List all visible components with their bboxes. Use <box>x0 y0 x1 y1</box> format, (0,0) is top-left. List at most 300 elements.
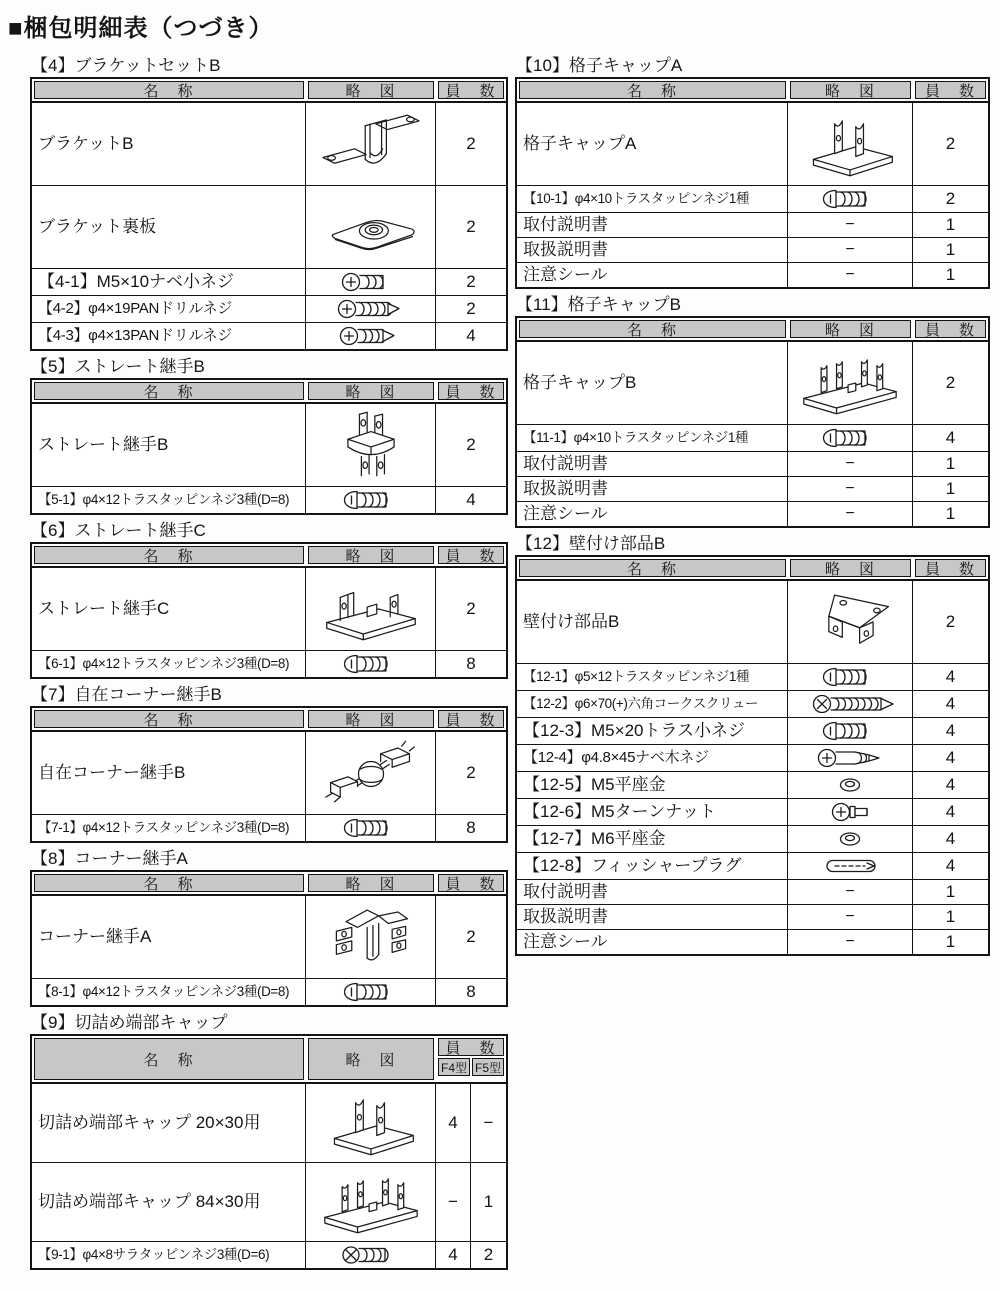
table-body <box>32 896 506 1005</box>
dash-mark: − <box>845 505 855 522</box>
header-cell-name <box>32 708 306 730</box>
diagram-cell <box>306 896 436 978</box>
header-cell-name <box>517 318 788 340</box>
table-row <box>517 904 988 929</box>
diagram-cell <box>788 799 913 825</box>
dash-mark: − <box>845 266 855 283</box>
header-cell-qty <box>913 557 988 579</box>
diagram-cell <box>788 826 913 852</box>
diagram-cell <box>788 342 913 424</box>
part-name-cell: ストレート継手C <box>32 568 306 650</box>
quantity-cell <box>436 1163 506 1241</box>
table-row <box>32 732 506 814</box>
parts-table <box>30 378 508 515</box>
header-cell-qty <box>436 708 506 730</box>
table-row <box>517 451 988 476</box>
part-name-cell: 【12-1】φ5×12トラスタッピンネジ1種 <box>517 664 788 690</box>
quantity-value: 2 <box>466 299 476 318</box>
quantity-value: 1 <box>945 504 956 523</box>
quantity-cell <box>436 404 506 486</box>
diagram-header: 略 図 <box>308 874 434 892</box>
name-header: 名 称 <box>34 710 304 728</box>
quantity-value: 4 <box>945 829 956 848</box>
diagram-cell <box>788 718 913 744</box>
table-row <box>517 212 988 237</box>
header-cell-name <box>32 380 306 402</box>
qty-subheader-f4: F4型 <box>438 1058 470 1076</box>
diagram-cell <box>788 425 913 451</box>
part-name-cell: 【10-1】φ4×10トラスタッピンネジ1種 <box>517 186 788 212</box>
lattice-cap-b-diagram-icon <box>800 348 900 418</box>
table-row <box>517 237 988 262</box>
countersunk-tapping-screw-icon <box>326 1243 416 1267</box>
quantity-f5-cell: 1 <box>483 1192 494 1211</box>
section-label: 【11】格子キャップB <box>516 295 681 314</box>
qty-header: 員 数 <box>915 559 986 577</box>
diagram-cell <box>306 815 436 841</box>
pan-drill-screw-short-icon <box>326 324 416 348</box>
diagram-cell <box>788 581 913 663</box>
table-header-row <box>32 380 506 404</box>
quantity-cell <box>913 826 988 852</box>
parts-table <box>515 316 990 528</box>
quantity-value: 8 <box>466 818 476 837</box>
quantity-cell <box>913 905 988 929</box>
part-name-cell: ブラケット裏板 <box>32 186 306 268</box>
header-cell-name <box>517 557 788 579</box>
table-row <box>32 568 506 650</box>
quantity-cell <box>913 664 988 690</box>
end-cap-20x30-diagram-icon <box>321 1088 421 1158</box>
table-row <box>517 262 988 287</box>
quantity-cell <box>913 853 988 879</box>
truss-tapping-screw-icon <box>805 426 895 450</box>
quantity-value: 4 <box>945 721 956 740</box>
quantity-value: 1 <box>945 265 956 284</box>
diagram-cell <box>306 651 436 677</box>
qty-subheader-row <box>438 1058 504 1076</box>
table-body <box>517 342 988 526</box>
name-header: 名 称 <box>34 874 304 892</box>
quantity-value: 1 <box>945 479 956 498</box>
section-label: 【6】ストレート継手C <box>31 521 206 540</box>
quantity-value: 1 <box>945 932 956 951</box>
qty-subheader-f5: F5型 <box>472 1058 504 1076</box>
section-label: 【10】格子キャップA <box>516 56 683 75</box>
left-column <box>30 56 508 1276</box>
table-row <box>517 103 988 185</box>
qty-header: 員 数 <box>438 874 504 892</box>
flat-washer-icon <box>805 827 895 851</box>
part-name-cell: 【12-4】φ4.8×45ナベ木ネジ <box>517 745 788 771</box>
quantity-value: 4 <box>945 694 956 713</box>
dash-mark: − <box>845 933 855 950</box>
quantity-cell <box>913 691 988 717</box>
header-cell-name <box>32 544 306 566</box>
diagram-cell <box>306 1163 436 1241</box>
table-row <box>517 771 988 798</box>
quantity-cell <box>913 477 988 501</box>
diagram-cell <box>788 691 913 717</box>
quantity-f5-cell: 2 <box>483 1245 494 1264</box>
quantity-value: 2 <box>466 927 476 946</box>
diagram-cell <box>788 263 913 287</box>
table-row <box>517 879 988 904</box>
part-name-cell: 【12-8】フィッシャープラグ <box>517 853 788 879</box>
table-body <box>32 1084 506 1268</box>
quantity-cell <box>436 487 506 513</box>
diagram-cell <box>788 452 913 476</box>
quantity-cell <box>436 896 506 978</box>
table-row <box>517 798 988 825</box>
table-row <box>517 476 988 501</box>
qty-header: 員 数 <box>438 81 504 99</box>
part-name-cell: 注意シール <box>517 502 788 526</box>
table-header-row <box>32 1036 506 1084</box>
header-cell-name <box>32 79 306 101</box>
header-cell-diagram <box>788 318 913 340</box>
header-cell-name <box>32 872 306 894</box>
quantity-value: 4 <box>466 490 476 509</box>
diagram-cell <box>788 213 913 237</box>
parts-section-4 <box>30 56 508 351</box>
part-name-cell: ブラケットB <box>32 103 306 185</box>
diagram-cell <box>306 186 436 268</box>
part-name-cell: 【4-1】M5×10ナベ小ネジ <box>32 269 306 295</box>
diagram-cell <box>306 1242 436 1268</box>
quantity-value: 8 <box>466 982 476 1001</box>
quantity-cell <box>436 1242 506 1268</box>
part-name-cell: 【5-1】φ4×12トラスタッピンネジ3種(D=8) <box>32 487 306 513</box>
table-row <box>32 896 506 978</box>
table-columns <box>30 56 990 1276</box>
table-body <box>32 404 506 513</box>
quantity-cell <box>436 651 506 677</box>
quantity-f4-cell: 4 <box>436 1242 471 1268</box>
name-header: 名 称 <box>519 320 786 338</box>
part-name-cell: 【6-1】φ4×12トラスタッピンネジ3種(D=8) <box>32 651 306 677</box>
quantity-cell <box>913 263 988 287</box>
quantity-value: 4 <box>945 748 956 767</box>
diagram-cell <box>788 772 913 798</box>
table-row <box>517 342 988 424</box>
table-header-row <box>517 318 988 342</box>
table-header-row <box>32 544 506 568</box>
section-label: 【9】切詰め端部キャップ <box>31 1013 228 1032</box>
header-cell-diagram <box>306 544 436 566</box>
parts-table <box>515 555 990 956</box>
parts-section-7 <box>30 685 508 843</box>
diagram-cell <box>788 905 913 929</box>
parts-section-12 <box>515 534 990 956</box>
table-row <box>32 103 506 185</box>
diagram-header: 略 図 <box>308 81 434 99</box>
quantity-cell <box>913 718 988 744</box>
part-name-cell: 取扱説明書 <box>517 905 788 929</box>
quantity-value: 2 <box>466 217 476 236</box>
header-cell-name <box>517 79 788 101</box>
part-name-cell: 【9-1】φ4×8サラタッピンネジ3種(D=6) <box>32 1242 306 1268</box>
truss-tapping-screw-icon <box>326 488 416 512</box>
quantity-cell <box>913 186 988 212</box>
parts-table <box>30 706 508 843</box>
table-row <box>517 424 988 451</box>
quantity-value: 2 <box>466 599 476 618</box>
qty-header: 員 数 <box>438 546 504 564</box>
part-name-cell: 【8-1】φ4×12トラスタッピンネジ3種(D=8) <box>32 979 306 1005</box>
truss-tapping-screw-icon <box>326 980 416 1004</box>
diagram-cell <box>788 477 913 501</box>
diagram-cell <box>306 296 436 322</box>
diagram-header: 略 図 <box>790 320 911 338</box>
quantity-cell <box>913 425 988 451</box>
table-row <box>32 1241 506 1268</box>
header-cell-diagram <box>788 557 913 579</box>
table-header-row <box>32 708 506 732</box>
quantity-value: 1 <box>945 454 956 473</box>
header-cell-diagram <box>306 872 436 894</box>
quantity-cell <box>913 799 988 825</box>
diagram-header: 略 図 <box>790 81 911 99</box>
quantity-value: 1 <box>945 882 956 901</box>
header-cell-diagram <box>306 79 436 101</box>
diagram-cell <box>306 487 436 513</box>
lattice-cap-a-diagram-icon <box>800 109 900 179</box>
header-cell-qty <box>436 1036 506 1082</box>
quantity-value: 1 <box>945 215 956 234</box>
quantity-value: 2 <box>945 134 956 153</box>
diagram-header: 略 図 <box>308 382 434 400</box>
name-header: 名 称 <box>519 81 786 99</box>
table-row <box>32 295 506 322</box>
quantity-value: 1 <box>945 240 956 259</box>
diagram-cell <box>788 880 913 904</box>
quantity-value: 2 <box>466 763 476 782</box>
quantity-value: 4 <box>945 428 956 447</box>
header-cell-diagram <box>306 708 436 730</box>
header-cell-diagram <box>788 79 913 101</box>
parts-section-11 <box>515 295 990 528</box>
parts-section-5 <box>30 357 508 515</box>
table-header-row <box>32 872 506 896</box>
header-cell-qty <box>436 380 506 402</box>
part-name-cell: 【11-1】φ4×10トラスタッピンネジ1種 <box>517 425 788 451</box>
quantity-value: 4 <box>466 326 476 345</box>
dash-mark: − <box>845 216 855 233</box>
name-header: 名 称 <box>34 1038 304 1080</box>
pan-wood-screw-icon <box>805 746 895 770</box>
dash-mark: − <box>845 241 855 258</box>
quantity-value: 4 <box>945 775 956 794</box>
diagram-header: 略 図 <box>308 546 434 564</box>
part-name-cell: 格子キャップA <box>517 103 788 185</box>
header-cell-name <box>32 1036 306 1082</box>
quantity-value: 8 <box>466 654 476 673</box>
universal-corner-joint-diagram-icon <box>321 738 421 808</box>
part-name-cell: 注意シール <box>517 263 788 287</box>
quantity-f4-cell: − <box>436 1163 471 1241</box>
truss-tapping-screw-icon <box>805 665 895 689</box>
bracket-b-diagram-icon <box>321 109 421 179</box>
table-row <box>32 404 506 486</box>
table-body <box>517 103 988 287</box>
section-label: 【12】壁付け部品B <box>516 534 666 553</box>
diagram-cell <box>788 853 913 879</box>
quantity-value: 2 <box>945 612 956 631</box>
table-row <box>32 322 506 349</box>
diagram-cell <box>788 502 913 526</box>
table-body <box>32 568 506 677</box>
part-name-cell: 切詰め端部キャップ 84×30用 <box>32 1163 306 1241</box>
quantity-f4-cell: 4 <box>436 1084 471 1162</box>
header-cell-qty <box>913 318 988 340</box>
fischer-plug-icon <box>805 854 895 878</box>
diagram-cell <box>306 269 436 295</box>
end-cap-84x30-diagram-icon <box>321 1167 421 1237</box>
table-row <box>517 185 988 212</box>
part-name-cell: 【4-3】φ4×13PANドリルネジ <box>32 323 306 349</box>
diagram-cell <box>306 1084 436 1162</box>
table-row <box>517 929 988 954</box>
name-header: 名 称 <box>519 559 786 577</box>
table-row <box>517 690 988 717</box>
quantity-value: 1 <box>945 907 956 926</box>
header-cell-diagram <box>306 380 436 402</box>
part-name-cell: 自在コーナー継手B <box>32 732 306 814</box>
header-cell-qty <box>436 872 506 894</box>
quantity-cell <box>913 342 988 424</box>
diagram-cell <box>306 404 436 486</box>
name-header: 名 称 <box>34 81 304 99</box>
diagram-cell <box>788 745 913 771</box>
dash-mark: − <box>845 883 855 900</box>
straight-joint-c-diagram-icon <box>321 574 421 644</box>
header-cell-qty <box>913 79 988 101</box>
table-row <box>32 185 506 268</box>
quantity-cell <box>913 581 988 663</box>
quantity-cell <box>913 930 988 954</box>
pan-machine-screw-icon <box>326 270 416 294</box>
part-name-cell: 【12-2】φ6×70(+)六角コークスクリュー <box>517 691 788 717</box>
table-row <box>517 717 988 744</box>
section-label: 【7】自在コーナー継手B <box>31 685 222 704</box>
quantity-f5-cell: − <box>483 1113 494 1132</box>
truss-tapping-screw-icon <box>805 719 895 743</box>
part-name-cell: 壁付け部品B <box>517 581 788 663</box>
section-label: 【5】ストレート継手B <box>31 357 205 376</box>
diagram-cell <box>306 979 436 1005</box>
quantity-cell <box>436 269 506 295</box>
table-row <box>32 486 506 513</box>
qty-header: 員 数 <box>438 710 504 728</box>
table-row <box>517 663 988 690</box>
quantity-value: 2 <box>945 189 956 208</box>
qty-header: 員 数 <box>915 81 986 99</box>
flat-washer-icon <box>805 773 895 797</box>
truss-tapping-screw-icon <box>326 652 416 676</box>
quantity-cell <box>436 296 506 322</box>
header-cell-qty <box>436 544 506 566</box>
diagram-cell <box>306 732 436 814</box>
quantity-value: 2 <box>466 134 476 153</box>
diagram-cell <box>788 103 913 185</box>
dash-mark: − <box>845 480 855 497</box>
quantity-value: 4 <box>945 667 956 686</box>
table-body <box>517 581 988 954</box>
diagram-cell <box>306 568 436 650</box>
dash-mark: − <box>845 908 855 925</box>
table-row <box>32 1084 506 1162</box>
quantity-cell <box>913 745 988 771</box>
quantity-cell <box>436 815 506 841</box>
quantity-cell <box>913 103 988 185</box>
part-name-cell: 注意シール <box>517 930 788 954</box>
parts-section-10 <box>515 56 990 289</box>
right-column <box>515 56 990 962</box>
name-header: 名 称 <box>34 546 304 564</box>
part-name-cell: 格子キャップB <box>517 342 788 424</box>
part-name-cell: 【7-1】φ4×12トラスタッピンネジ3種(D=8) <box>32 815 306 841</box>
turn-nut-icon <box>805 800 895 824</box>
part-name-cell: 【4-2】φ4×19PANドリルネジ <box>32 296 306 322</box>
table-row <box>32 1162 506 1241</box>
parts-section-8 <box>30 849 508 1007</box>
table-row <box>32 814 506 841</box>
header-cell-diagram <box>306 1036 436 1082</box>
section-label: 【8】コーナー継手A <box>31 849 188 868</box>
parts-table <box>515 77 990 289</box>
diagram-header: 略 図 <box>308 710 434 728</box>
pan-drill-screw-long-icon <box>326 297 416 321</box>
quantity-value: 2 <box>466 435 476 454</box>
diagram-cell <box>788 930 913 954</box>
table-header-row <box>517 79 988 103</box>
diagram-cell <box>788 664 913 690</box>
qty-header: 員 数 <box>438 1038 504 1056</box>
quantity-cell <box>913 213 988 237</box>
bracket-backplate-diagram-icon <box>321 192 421 262</box>
parts-table <box>30 542 508 679</box>
parts-section-6 <box>30 521 508 679</box>
header-cell-qty <box>436 79 506 101</box>
part-name-cell: 【12-6】M5ターンナット <box>517 799 788 825</box>
quantity-cell <box>436 103 506 185</box>
table-header-row <box>517 557 988 581</box>
name-header: 名 称 <box>34 382 304 400</box>
part-name-cell: コーナー継手A <box>32 896 306 978</box>
part-name-cell: 取付説明書 <box>517 880 788 904</box>
part-name-cell: 取扱説明書 <box>517 477 788 501</box>
table-row <box>32 268 506 295</box>
table-body <box>32 732 506 841</box>
page-title: ■梱包明細表（つづき） <box>8 15 274 42</box>
part-name-cell: 【12-7】M6平座金 <box>517 826 788 852</box>
table-row <box>517 825 988 852</box>
parts-table <box>30 1034 508 1270</box>
table-row <box>32 978 506 1005</box>
qty-header: 員 数 <box>915 320 986 338</box>
diagram-cell <box>788 186 913 212</box>
hex-coach-screw-icon <box>805 692 895 716</box>
part-name-cell: ストレート継手B <box>32 404 306 486</box>
quantity-cell <box>436 732 506 814</box>
quantity-value: 2 <box>466 272 476 291</box>
part-name-cell: 取付説明書 <box>517 452 788 476</box>
quantity-cell <box>436 1084 506 1162</box>
quantity-cell <box>436 186 506 268</box>
diagram-cell <box>306 103 436 185</box>
section-label: 【4】ブラケットセットB <box>31 56 221 75</box>
